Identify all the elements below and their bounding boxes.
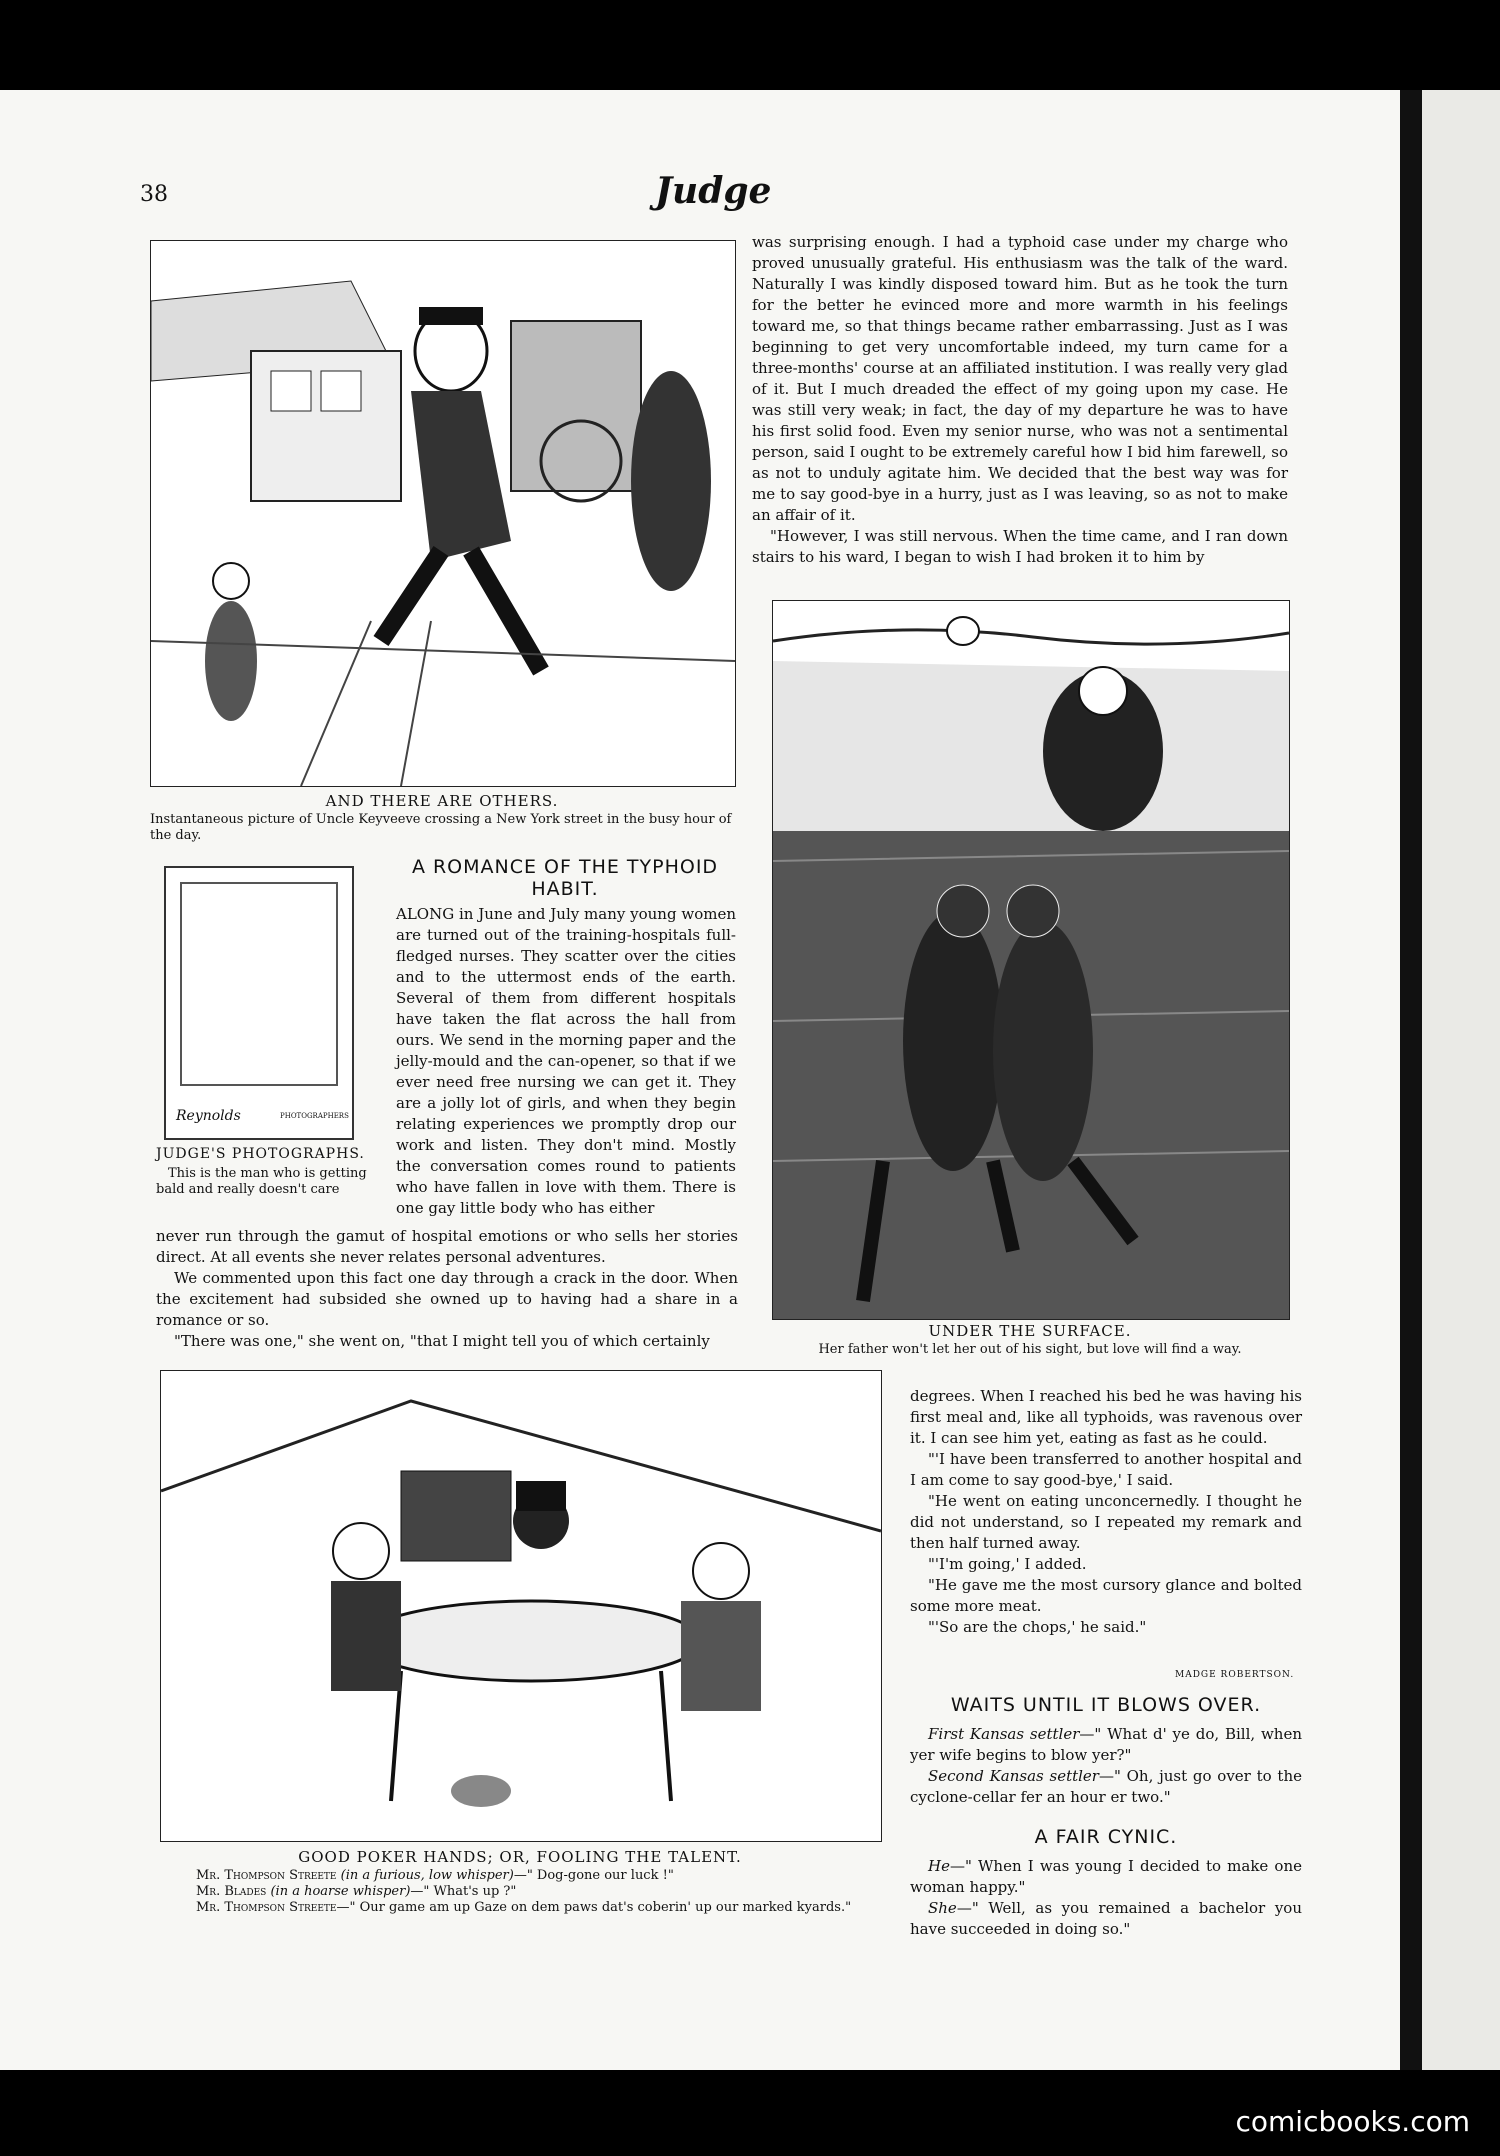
article-col1-full: [156, 1226, 738, 1352]
cartoon1-caption: Instantaneous picture of Uncle Keyveeve crossing a New York street in the busy hour of the day.: [150, 812, 732, 843]
watermark: comicbooks.com: [1235, 2105, 1470, 2138]
article-c2: "'I have been transferred to another hospital and I am come to say good-bye,' I said.: [910, 1450, 1302, 1489]
dialogue-line2: Mr. Blades (in a hoarse whisper)—" What's up ?": [196, 1884, 517, 1899]
article-col1: [396, 904, 736, 1219]
joke1-title: WAITS UNTIL IT BLOWS OVER.: [950, 1694, 1262, 1716]
photo-title: JUDGE'S PHOTOGRAPHS.: [156, 1146, 365, 1162]
poker-illustration: [160, 1370, 882, 1842]
cartoon2-title: UNDER THE SURFACE.: [928, 1322, 1132, 1340]
dialogue-line3: Mr. Thompson Streete—" Our game am up Gaze on dem paws dat's coberin' up our marked kyards.": [196, 1900, 852, 1915]
masthead: Judge: [655, 170, 772, 212]
article-p3: "There was one," she went on, "that I might tell you of which certainly: [174, 1332, 710, 1350]
joke2-body: [910, 1856, 1302, 1940]
article-r1: was surprising enough. I had a typhoid case under my charge who proved unusually grateful. His enthusiasm was the talk of the ward. Naturally I was kindly disposed toward him. But as he took the turn for the better he evinced more and more warmth in his feelings toward me, so that things became rather embarrassing. Just as I was beginning to get very uncomfortable indeed, my turn came for a three-months' course at an affiliated institution. I was really very glad of it. But I much dreaded the effect of my going upon my case. He was still very weak; in fact, the day of my departure he was to have his first solid food. Even my senior nurse, who was not a sentimental person, said I ought to be extremely careful how I bid him farewell, so as not to unduly agitate him. We decided that the best way was for me to say good-bye in a hurry, just as I was leaving, so as not to make an affair of it.: [752, 233, 1288, 524]
photo-frame: [164, 866, 354, 1140]
article-p1: ALONG in June and July many young women are turned out of the training-hospitals full-fledged nurses. They scatter over the cities and to the uttermost ends of the earth. Several of them from different hospitals have taken the flat across the hall from ours. We send in the morning paper and the jelly-mould and the can-opener, so that if we ever need free nursing we can get it. They are a jolly lot of girls, and when they begin relating experiences we promptly drop our work and listen. They don't mind. Mostly the conversation comes round to patients who have fallen in love with them. There is one gay little body who has either: [396, 905, 736, 1217]
article-col3: [910, 1386, 1302, 1638]
article-c4: "'I'm going,' I added.: [928, 1555, 1087, 1573]
empty-photo: [180, 882, 338, 1086]
article-c1: degrees. When I reached his bed he was having his first meal and, like all typhoids, was ravenous over it. I can see him yet, eating as fast as he could.: [910, 1387, 1302, 1447]
article-r2: "However, I was still nervous. When the time came, and I ran down stairs to his ward, I began to wish I had broken it to him by: [752, 527, 1288, 566]
article-title: A ROMANCE OF THE TYPHOID HABIT.: [411, 856, 719, 900]
studio-name: PHOTOGRAPHERS: [280, 1112, 349, 1120]
article-c6: "'So are the chops,' he said.": [928, 1618, 1147, 1636]
facing-page-edge: [1410, 90, 1500, 2070]
joke1-line2: Second Kansas settler—" Oh, just go over to the cyclone-cellar fer an hour er two.": [910, 1767, 1302, 1806]
article-col2: [752, 232, 1288, 568]
page-spine: [1400, 90, 1422, 2070]
under-the-surface-illustration: [772, 600, 1290, 1320]
cartoon1-title: AND THERE ARE OTHERS.: [325, 792, 559, 810]
dialogue-line1: Mr. Thompson Streete (in a furious, low whisper)—" Dog-gone our luck !": [196, 1868, 674, 1883]
joke1-line1: First Kansas settler—" What d' ye do, Bill, when yer wife begins to blow yer?": [910, 1725, 1302, 1764]
cartoon3-dialogue: [160, 1868, 880, 1916]
studio-logo: Reynolds: [176, 1108, 241, 1124]
article-c3: "He went on eating unconcernedly. I thought he did not understand, so I repeated my remark and then half turned away.: [910, 1492, 1302, 1552]
article-c5: "He gave me the most cursory glance and bolted some more meat.: [910, 1576, 1302, 1615]
article-p1b: never run through the gamut of hospital emotions or who sells her stories direct. At all events she never relates personal adventures.: [156, 1227, 738, 1266]
cartoon3-title: GOOD POKER HANDS; OR, FOOLING THE TALENT.: [298, 1848, 742, 1866]
cartoon2-caption: Her father won't let her out of his sight, but love will find a way.: [818, 1342, 1242, 1357]
author-signature: MADGE ROBERTSON.: [1175, 1670, 1295, 1680]
photo-caption: This is the man who is getting bald and really doesn't care: [156, 1166, 367, 1197]
street-scene-illustration: [150, 240, 736, 787]
article-p2: We commented upon this fact one day through a crack in the door. When the excitement had subsided she owned up to having had a share in a romance or so.: [156, 1269, 738, 1329]
joke2-line1: He—" When I was young I decided to make one woman happy.": [910, 1857, 1302, 1896]
joke2-line2: She—" Well, as you remained a bachelor you have succeeded in doing so.": [910, 1899, 1302, 1938]
page-number: 38: [140, 182, 168, 207]
joke1-body: [910, 1724, 1302, 1808]
joke2-title: A FAIR CYNIC.: [1034, 1826, 1178, 1848]
